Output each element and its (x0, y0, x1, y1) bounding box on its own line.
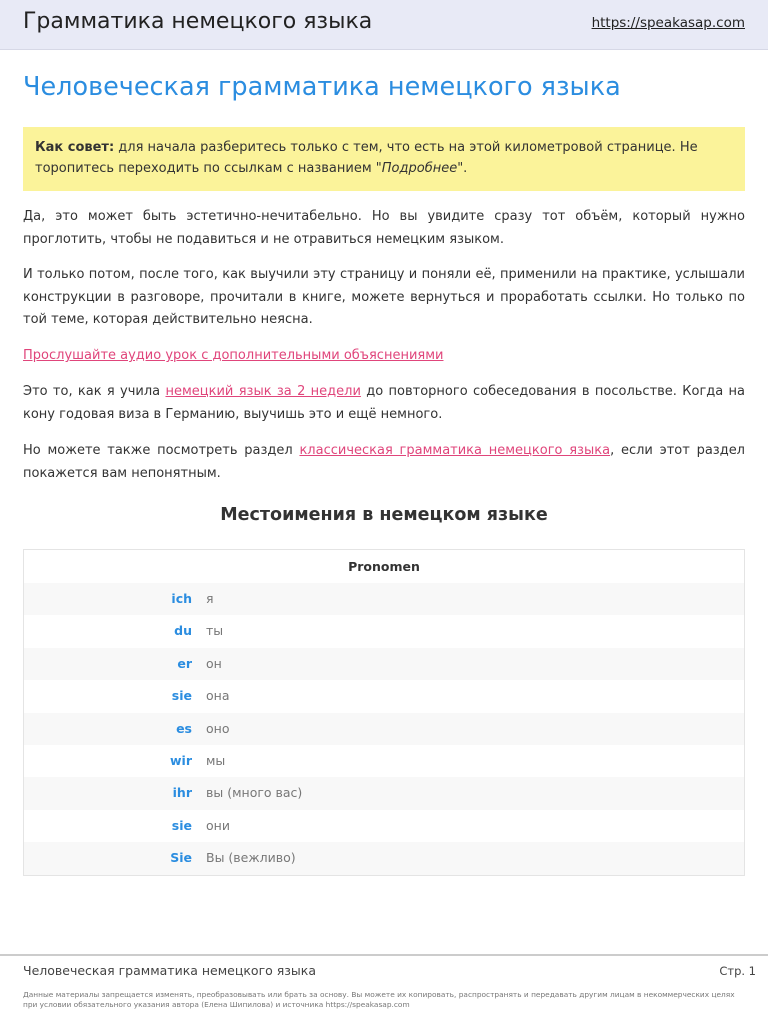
page-title: Человеческая грамматика немецкого языка (23, 72, 621, 102)
page-header (0, 0, 768, 50)
german-pronoun: sie (171, 817, 192, 833)
table-row (24, 713, 744, 745)
russian-translation: мы (206, 752, 226, 768)
section-title-pronouns: Местоимения в немецком языке (220, 505, 548, 525)
audio-lesson-paragraph (23, 345, 745, 368)
table-row (24, 583, 744, 615)
paragraph-learning-story (23, 381, 745, 426)
paragraph-intro: Да, это может быть эстетично-нечитабельно. Но вы увидите сразу тот объём, который нужно проглотить, чтобы не подавиться и не отравиться немецким языком. (23, 209, 745, 247)
paragraph-classic-grammar (23, 440, 745, 485)
table-row (24, 680, 744, 712)
german-pronoun: sie (171, 688, 192, 704)
tip-text-end: ". (457, 161, 468, 176)
audio-lesson-link[interactable]: Прослушайте аудио урок с дополнительными объяснениями (23, 348, 444, 363)
site-title: Грамматика немецкого языка (23, 9, 373, 34)
footer-divider (0, 954, 768, 956)
table-header: Pronomen (348, 559, 420, 574)
table-row (24, 615, 744, 647)
german-pronoun: er (177, 655, 192, 671)
russian-translation: оно (206, 720, 230, 736)
russian-translation: ты (206, 623, 224, 639)
p4-text-start: Это то, как я учила (23, 384, 166, 399)
p5-text-start: Но можете также посмотреть раздел (23, 443, 300, 458)
table-row (24, 745, 744, 777)
table-row (24, 842, 744, 874)
p5-text-end: , если этот раздел покажется вам непонятным. (23, 443, 745, 481)
p4-text-end: до повторного собеседования в посольстве. Когда на кону годовая виза в Германию, выучишь это и ещё немного. (23, 384, 746, 422)
german-pronoun: du (174, 623, 192, 639)
table-row (24, 777, 744, 809)
russian-translation: она (206, 688, 230, 704)
russian-translation: они (206, 817, 230, 833)
page-number: Стр. 1 (719, 964, 756, 978)
german-pronoun: ich (171, 591, 192, 606)
classic-grammar-link[interactable]: классическая грамматика немецкого языка (299, 443, 611, 458)
russian-translation: я (206, 591, 214, 606)
tip-label: Как совет: (35, 140, 115, 155)
tip-box (23, 127, 745, 191)
site-url-link[interactable]: https://speakasap.com (591, 15, 745, 31)
german-pronoun: wir (170, 752, 192, 768)
german-in-2-weeks-link[interactable]: немецкий язык за 2 недели (165, 384, 361, 399)
russian-translation: вы (много вас) (206, 785, 303, 801)
russian-translation: он (206, 655, 222, 671)
paragraph-links-advice: И только потом, после того, как выучили эту страницу и поняли её, применили на практике, услышали конструкции в разговоре, прочитали в книге, можете вернуться и проработать ссылки. Но только по той теме, которая действительно неясна. (23, 267, 745, 327)
tip-text: для начала разберитесь только с тем, что есть на этой километровой странице. Не торопитесь переходить по ссылкам с названием " (35, 140, 698, 176)
german-pronoun: es (176, 720, 192, 736)
pronoun-table (23, 549, 745, 876)
footer-legal-notice: Данные материалы запрещается изменять, преобразовывать или брать за основу. Вы можете их копировать, распространять и передавать другим лицам в некоммерческих целях при условии обязательного указания автора (Елена Шипилова) и источника https://speakasap.com (23, 990, 735, 1009)
table-row (24, 648, 744, 680)
russian-translation: Вы (вежливо) (206, 850, 296, 866)
german-pronoun: Sie (170, 850, 192, 866)
tip-italic: Подробнее (381, 161, 458, 176)
footer-title: Человеческая грамматика немецкого языка (23, 963, 316, 978)
table-row (24, 810, 744, 842)
german-pronoun: ihr (172, 785, 192, 801)
